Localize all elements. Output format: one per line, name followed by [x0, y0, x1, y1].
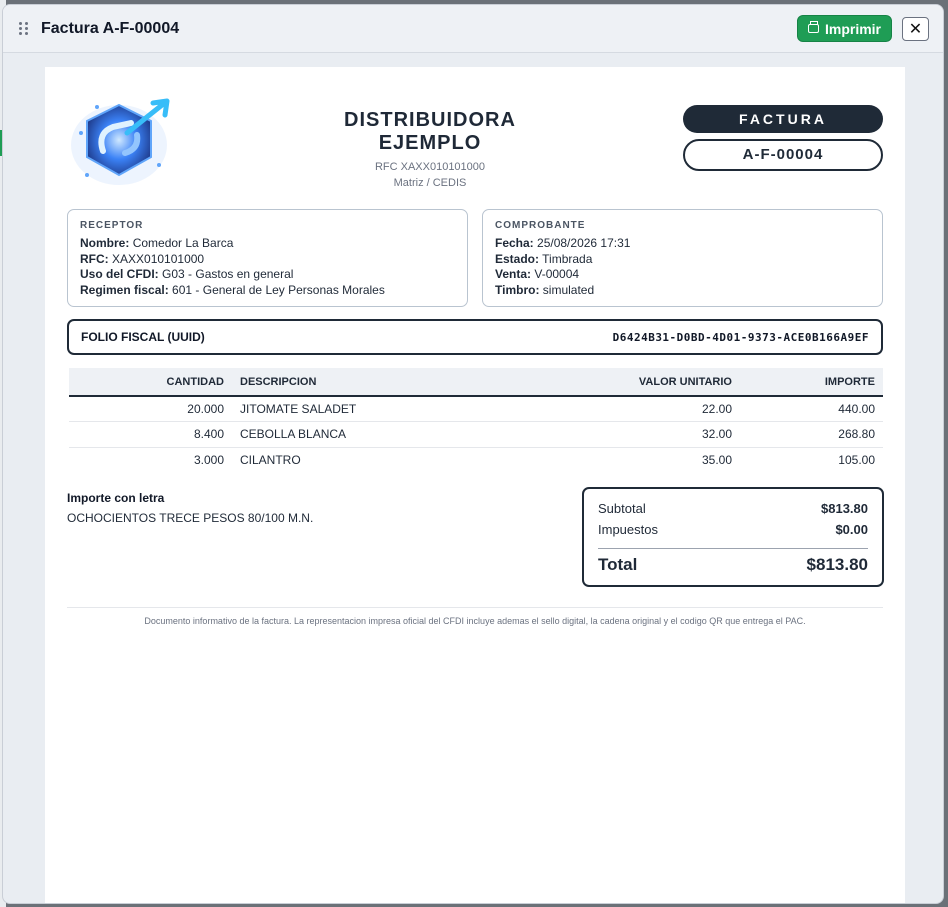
document-folio-badge: A-F-00004 [683, 139, 883, 171]
subtotal-value: $813.80 [821, 501, 868, 516]
impuestos-value: $0.00 [835, 522, 868, 537]
cell-descripcion: CILANTRO [240, 453, 301, 467]
subtotal-label: Subtotal [598, 501, 646, 516]
impuestos-row [598, 522, 868, 543]
print-button-label: Imprimir [824, 20, 881, 37]
total-label: Total [598, 555, 638, 574]
comprobante-label: COMPROBANTE [495, 220, 586, 231]
cell-descripcion: CEBOLLA BLANCA [232, 422, 572, 448]
cell-valor-unitario: 22.00 [572, 396, 740, 422]
cell-descripcion: JITOMATE SALADET [232, 396, 572, 422]
col-cantidad: CANTIDAD [69, 368, 232, 396]
importe-letra-label: Importe con letra [67, 491, 165, 505]
close-icon: ✕ [908, 20, 923, 38]
receptor-box [67, 209, 468, 307]
subtotal-row [598, 501, 868, 522]
footer-divider [67, 607, 883, 608]
printer-icon [808, 24, 819, 33]
col-descripcion: DESCRIPCION [232, 368, 572, 396]
table-header-row [69, 368, 883, 396]
uuid-box [67, 319, 883, 355]
total-value: $813.80 [806, 555, 868, 574]
drag-handle-icon[interactable] [17, 22, 31, 36]
importe-letra [67, 491, 313, 525]
footer-note: Documento informativo de la factura. La representacion impresa oficial del CFDI incluye ademas el sello digital, la cadena original y el codigo QR que entrega el PAC. [144, 616, 806, 626]
table-row [69, 422, 883, 448]
comprobante-fecha: Fecha: 25/08/2026 17:31 [495, 236, 631, 250]
modal-header [3, 5, 943, 53]
importe-letra-value: OCHOCIENTOS TRECE PESOS 80/100 M.N. [67, 511, 314, 525]
col-importe: IMPORTE [740, 368, 883, 396]
total-row [598, 555, 868, 579]
close-button[interactable] [902, 17, 929, 41]
cell-cantidad: 8.400 [69, 422, 232, 448]
company-branch: Matriz / CEDIS [393, 177, 467, 189]
uuid-label: FOLIO FISCAL (UUID) [81, 330, 205, 344]
company-rfc: RFC XAXX010101000 [374, 161, 486, 173]
receptor-uso-cfdi: Uso del CFDI: G03 - Gastos en general [80, 267, 294, 281]
comprobante-estado: Estado: Timbrada [495, 251, 593, 266]
receptor-label: RECEPTOR [80, 220, 144, 231]
comprobante-timbro: Timbro: simulated [495, 282, 595, 297]
invoice-modal [2, 4, 944, 904]
cell-importe: 268.80 [740, 422, 883, 448]
table-row [69, 396, 883, 422]
totals-divider [598, 548, 868, 549]
comprobante-box [482, 209, 883, 307]
impuestos-label: Impuestos [598, 522, 658, 537]
print-button[interactable] [797, 15, 892, 42]
receptor-rfc: RFC: XAXX010101000 [80, 251, 205, 266]
items-table [69, 368, 883, 473]
company-name: DISTRIBUIDORA EJEMPLO [344, 109, 516, 154]
modal-title: Factura A-F-00004 [41, 19, 180, 37]
cell-cantidad: 20.000 [69, 396, 232, 422]
document-type-badge: FACTURA [683, 105, 883, 133]
col-valor-unitario: VALOR UNITARIO [572, 368, 740, 396]
receptor-regimen: Regimen fiscal: 601 - General de Ley Personas Morales [80, 282, 385, 297]
cell-importe: 440.00 [740, 396, 883, 422]
invoice-sheet [45, 67, 905, 904]
cell-cantidad: 3.000 [193, 453, 224, 467]
uuid-value: D6424B31-D0BD-4D01-9373-ACE0B166A9EF [612, 330, 869, 344]
company-header [300, 109, 560, 189]
cell-valor-unitario: 35.00 [701, 453, 732, 467]
cell-valor-unitario: 32.00 [572, 422, 740, 448]
totals-box [582, 487, 884, 587]
cell-importe: 105.00 [838, 453, 875, 467]
table-row [69, 447, 883, 473]
company-logo [67, 93, 177, 189]
receptor-nombre: Nombre: Comedor La Barca [80, 236, 234, 250]
comprobante-venta: Venta: V-00004 [495, 267, 580, 281]
